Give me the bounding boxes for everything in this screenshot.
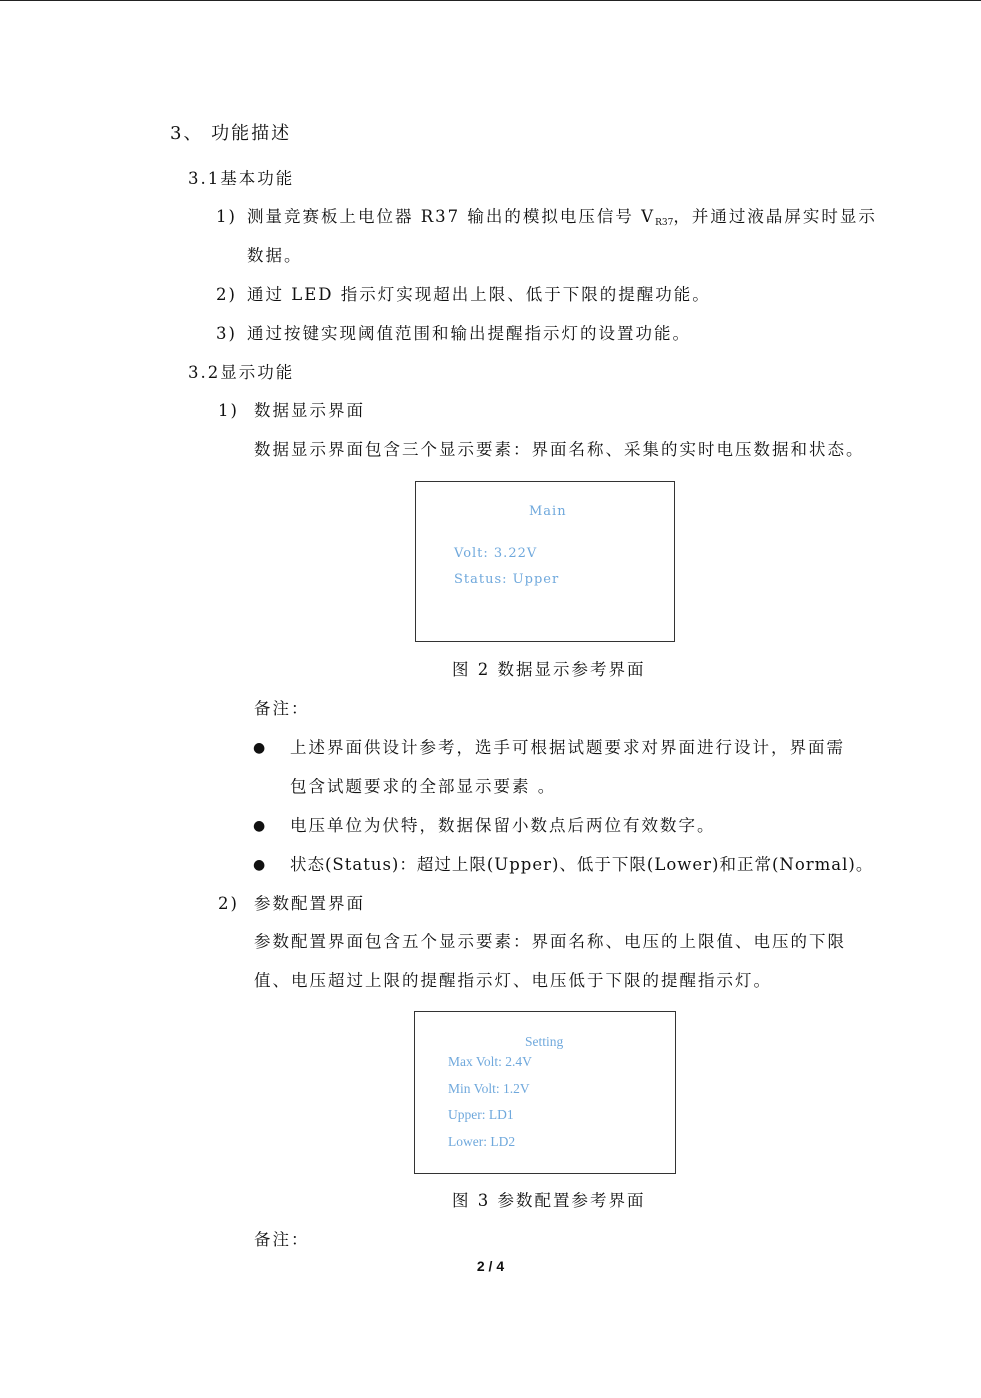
list-number: 2): [218, 894, 239, 913]
subsection-heading: 3.2显示功能: [188, 363, 295, 382]
subscript: R37: [655, 218, 674, 228]
note-text: 电压单位为伏特，数据保留小数点后两位有效数字。: [290, 816, 716, 835]
list-number: 3): [216, 324, 237, 343]
list-item: [247, 207, 877, 233]
paragraph: 数据显示界面包含三个显示要素：界面名称、采集的实时电压数据和状态。: [254, 440, 865, 459]
list-text: 通过 LED 指示灯实现超出上限、低于下限的提醒功能。: [247, 285, 711, 304]
bullet-icon: ●: [253, 740, 266, 756]
figure-caption: 图 2 数据显示参考界面: [452, 660, 646, 679]
section-heading: 3、 功能描述: [170, 123, 292, 144]
note-text: 上述界面供设计参考，选手可根据试题要求对界面进行设计，界面需: [290, 738, 845, 757]
figure-main-screen: [415, 481, 675, 642]
volt-readout: Volt: 3.22V: [454, 546, 538, 561]
note-label: 备注：: [254, 699, 310, 718]
figure-setting-screen: [414, 1011, 676, 1174]
list-title: 数据显示界面: [254, 401, 365, 420]
subsection-heading: 3.1基本功能: [188, 169, 295, 188]
list-text: 测量竞赛板上电位器 R37 输出的模拟电压信号 V: [247, 207, 656, 226]
max-volt-readout: Max Volt: 2.4V: [448, 1054, 532, 1069]
note-text: 包含试题要求的全部显示要素 。: [290, 777, 557, 796]
paragraph: 参数配置界面包含五个显示要素：界面名称、电压的上限值、电压的下限: [254, 932, 846, 951]
page-top-border: [0, 0, 981, 1]
min-volt-readout: Min Volt: 1.2V: [448, 1081, 530, 1096]
page-number: 2 / 4: [476, 1258, 505, 1274]
lower-led-readout: Lower: LD2: [448, 1134, 516, 1149]
list-number: 2): [216, 285, 237, 304]
screen-title: Setting: [525, 1034, 564, 1049]
list-text: 通过按键实现阈值范围和输出提醒指示灯的设置功能。: [247, 324, 691, 343]
list-number: 1): [218, 401, 239, 420]
note-label: 备注：: [254, 1230, 310, 1249]
status-readout: Status: Upper: [454, 572, 560, 587]
bullet-icon: ●: [253, 818, 266, 834]
bullet-icon: ●: [253, 857, 266, 873]
list-text: 数据。: [247, 246, 303, 265]
paragraph: 值、电压超过上限的提醒指示灯、电压低于下限的提醒指示灯。: [254, 971, 772, 990]
list-number: 1): [216, 207, 237, 226]
upper-led-readout: Upper: LD1: [448, 1107, 514, 1122]
screen-title: Main: [529, 504, 567, 519]
figure-caption: 图 3 参数配置参考界面: [452, 1191, 646, 1210]
list-text: ，并通过液晶屏实时显示: [673, 207, 877, 226]
note-text: 状态(Status)：超过上限(Upper)、低于下限(Lower)和正常(Normal)。: [290, 855, 874, 874]
list-title: 参数配置界面: [254, 894, 365, 913]
